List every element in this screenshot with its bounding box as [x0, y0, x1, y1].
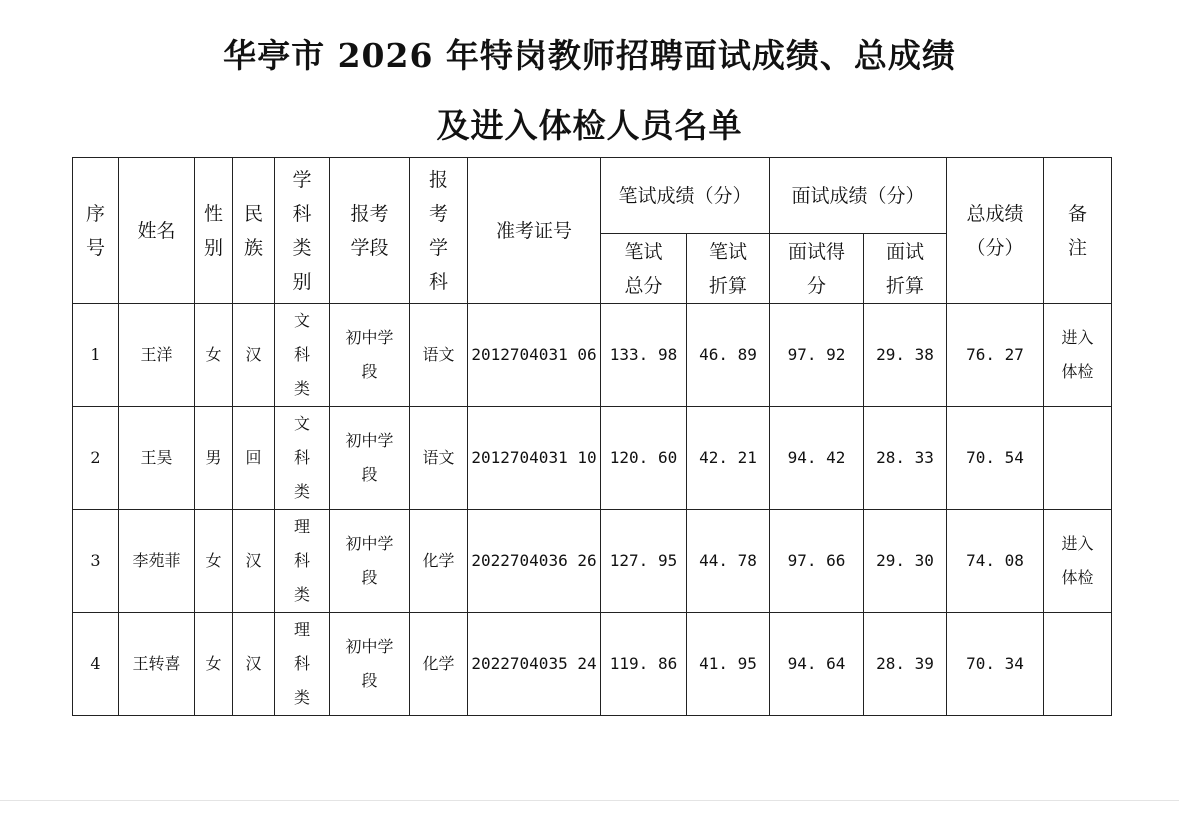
cell-exam-no: 2012704031 06 [468, 304, 601, 407]
table-row [73, 613, 1112, 716]
cell-exam-no: 2012704031 10 [468, 407, 601, 510]
cell-name: 王转喜 [119, 613, 195, 716]
cell-interview-score: 97. 66 [770, 510, 864, 613]
cell-name: 王昊 [119, 407, 195, 510]
cell-written-conv: 44. 78 [687, 510, 770, 613]
cell-subject: 语文 [410, 407, 468, 510]
cell-interview-score: 94. 42 [770, 407, 864, 510]
cell-written-total: 120. 60 [601, 407, 687, 510]
cell-seq: 1 [73, 304, 119, 407]
header-subject: 报考学科 [410, 158, 468, 304]
header-written-conv: 笔试折算 [687, 234, 770, 304]
header-level: 报考学段 [330, 158, 410, 304]
cell-total: 70. 54 [947, 407, 1044, 510]
cell-subject-type: 文科类 [275, 304, 330, 407]
cell-interview-conv: 29. 30 [864, 510, 947, 613]
cell-remark: 进入体检 [1044, 304, 1112, 407]
cell-seq: 4 [73, 613, 119, 716]
table-row [73, 304, 1112, 407]
document-title-line1: 华亭市 2026 年特岗教师招聘面试成绩、总成绩 [223, 36, 956, 75]
header-subject-type: 学科类别 [275, 158, 330, 304]
header-ethnicity: 民族 [233, 158, 275, 304]
cell-subject-type: 理科类 [275, 613, 330, 716]
cell-ethnicity: 汉 [233, 304, 275, 407]
cell-level: 初中学段 [330, 407, 410, 510]
header-written-total: 笔试总分 [601, 234, 687, 304]
cell-level: 初中学段 [330, 510, 410, 613]
cell-total: 70. 34 [947, 613, 1044, 716]
page-bottom-divider [0, 800, 1179, 801]
cell-subject: 语文 [410, 304, 468, 407]
cell-interview-score: 97. 92 [770, 304, 864, 407]
cell-written-total: 127. 95 [601, 510, 687, 613]
header-seq: 序号 [73, 158, 119, 304]
cell-written-conv: 41. 95 [687, 613, 770, 716]
cell-ethnicity: 回 [233, 407, 275, 510]
cell-remark [1044, 613, 1112, 716]
cell-total: 76. 27 [947, 304, 1044, 407]
cell-gender: 女 [195, 613, 233, 716]
cell-written-conv: 46. 89 [687, 304, 770, 407]
cell-gender: 男 [195, 407, 233, 510]
results-table [72, 157, 1112, 716]
cell-written-total: 133. 98 [601, 304, 687, 407]
cell-subject: 化学 [410, 613, 468, 716]
cell-interview-conv: 28. 33 [864, 407, 947, 510]
header-interview-conv: 面试折算 [864, 234, 947, 304]
cell-total: 74. 08 [947, 510, 1044, 613]
table-row [73, 407, 1112, 510]
header-total: 总成绩（分） [947, 158, 1044, 304]
cell-gender: 女 [195, 304, 233, 407]
cell-seq: 3 [73, 510, 119, 613]
header-remark: 备注 [1044, 158, 1112, 304]
header-name: 姓名 [119, 158, 195, 304]
header-interview-score: 面试得分 [770, 234, 864, 304]
cell-interview-conv: 29. 38 [864, 304, 947, 407]
cell-level: 初中学段 [330, 304, 410, 407]
cell-subject-type: 文科类 [275, 407, 330, 510]
cell-remark: 进入体检 [1044, 510, 1112, 613]
cell-interview-conv: 28. 39 [864, 613, 947, 716]
cell-remark [1044, 407, 1112, 510]
cell-gender: 女 [195, 510, 233, 613]
cell-name: 李苑菲 [119, 510, 195, 613]
header-interview-group: 面试成绩（分） [770, 158, 947, 234]
header-gender: 性别 [195, 158, 233, 304]
cell-written-total: 119. 86 [601, 613, 687, 716]
cell-name: 王洋 [119, 304, 195, 407]
cell-ethnicity: 汉 [233, 510, 275, 613]
cell-exam-no: 2022704035 24 [468, 613, 601, 716]
cell-exam-no: 2022704036 26 [468, 510, 601, 613]
cell-written-conv: 42. 21 [687, 407, 770, 510]
document-title-line2: 及进入体检人员名单 [436, 106, 743, 145]
cell-ethnicity: 汉 [233, 613, 275, 716]
cell-subject: 化学 [410, 510, 468, 613]
cell-level: 初中学段 [330, 613, 410, 716]
cell-seq: 2 [73, 407, 119, 510]
table-row [73, 510, 1112, 613]
cell-subject-type: 理科类 [275, 510, 330, 613]
header-written-group: 笔试成绩（分） [601, 158, 770, 234]
header-exam-no: 准考证号 [468, 158, 601, 304]
cell-interview-score: 94. 64 [770, 613, 864, 716]
